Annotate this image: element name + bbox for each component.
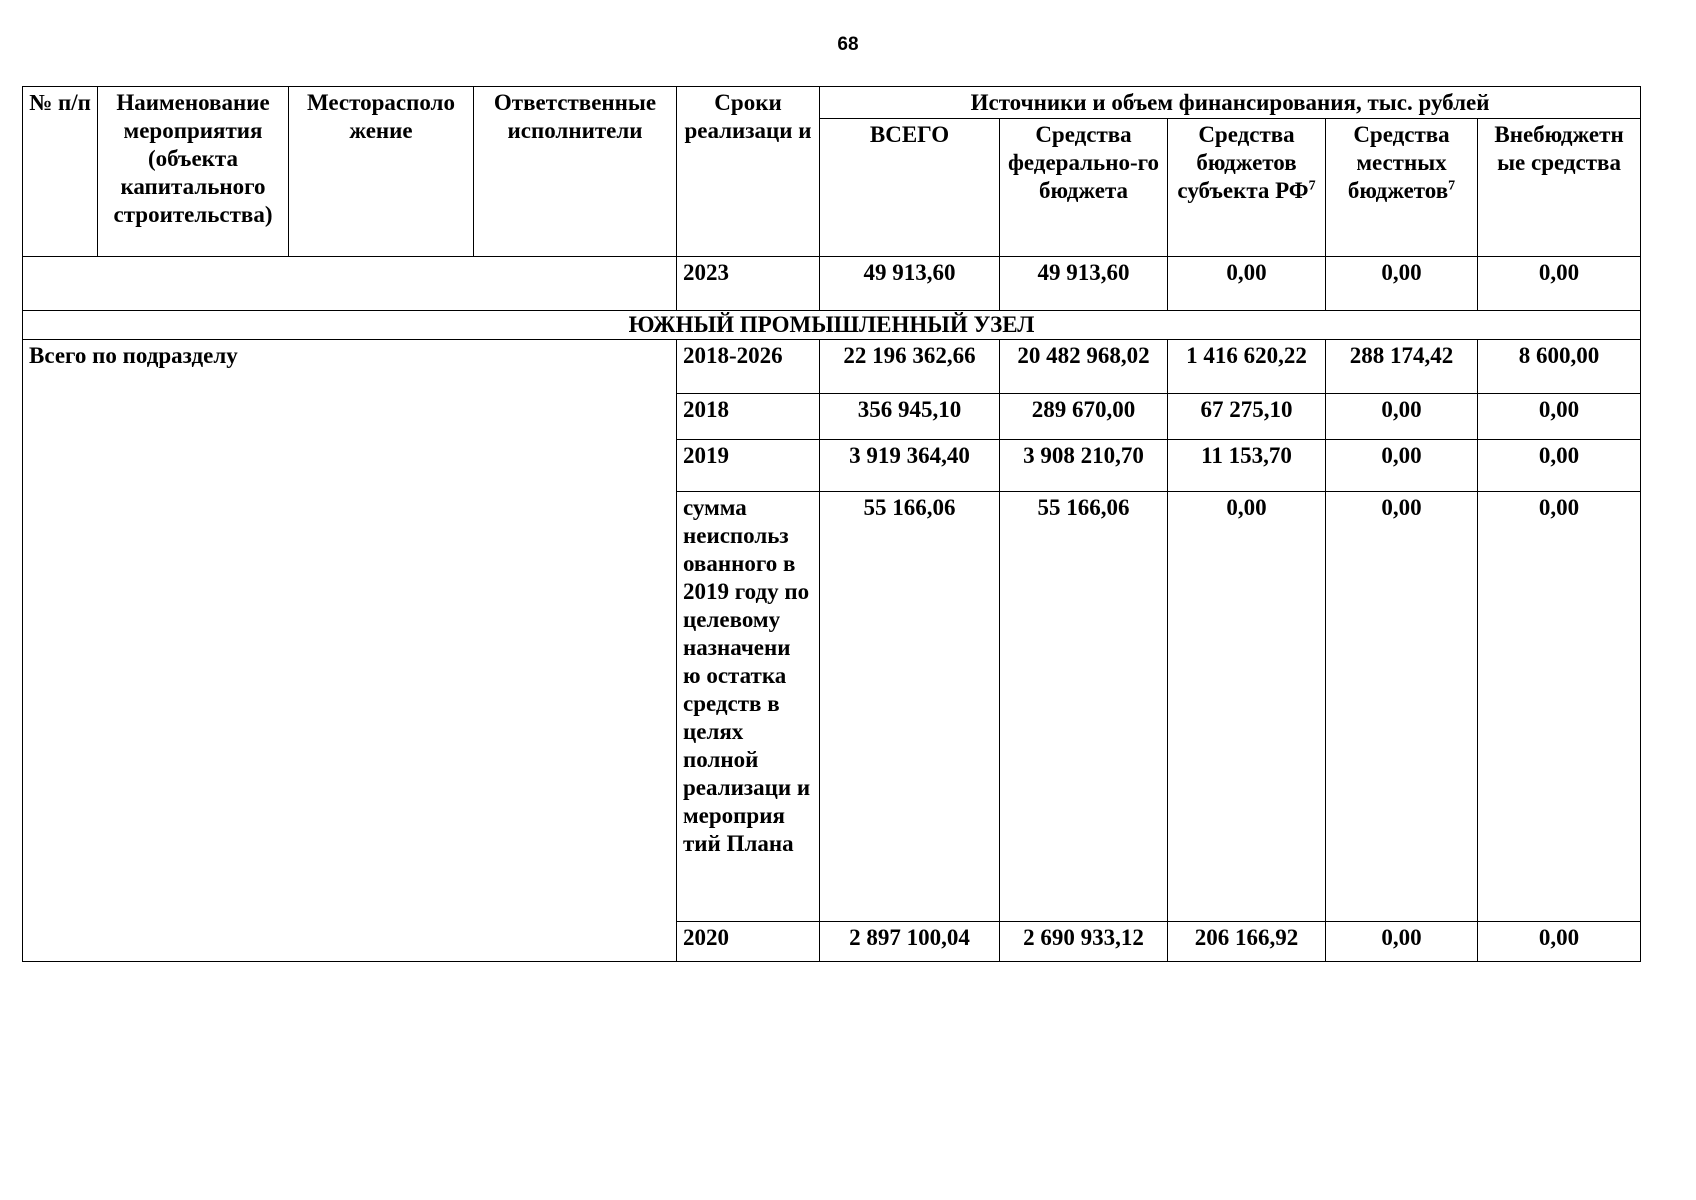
row-federal: 55 166,06: [1000, 492, 1168, 922]
row-total: 3 919 364,40: [820, 440, 1000, 492]
row-extra: 0,00: [1478, 440, 1641, 492]
pre-row-total: 49 913,60: [820, 257, 1000, 311]
row-total: 2 897 100,04: [820, 922, 1000, 962]
row-local: 0,00: [1326, 394, 1478, 440]
header-total: ВСЕГО: [820, 119, 1000, 257]
row-regional: 67 275,10: [1168, 394, 1326, 440]
header-name: Наименование мероприятия (объекта капитального строительства): [98, 87, 289, 257]
row-term: 2018-2026: [677, 340, 820, 394]
row-extra: 0,00: [1478, 922, 1641, 962]
table-row: [23, 340, 1641, 394]
row-regional: 11 153,70: [1168, 440, 1326, 492]
row-regional: 1 416 620,22: [1168, 340, 1326, 394]
header-local-sup: 7: [1448, 178, 1456, 194]
pre-row-regional: 0,00: [1168, 257, 1326, 311]
row-regional: 206 166,92: [1168, 922, 1326, 962]
row-total: 55 166,06: [820, 492, 1000, 922]
pre-row-federal: 49 913,60: [1000, 257, 1168, 311]
row-term: 2018: [677, 394, 820, 440]
pre-row-local: 0,00: [1326, 257, 1478, 311]
header-local: [1326, 119, 1478, 257]
header-federal: Средства федерально-го бюджета: [1000, 119, 1168, 257]
row-total: 22 196 362,66: [820, 340, 1000, 394]
row-term: сумма неиспольз ованного в 2019 году по целевому назначени ю остатка средств в целях полной реализаци и мероприя тий Плана: [677, 492, 820, 922]
pre-row-term: 2023: [677, 257, 820, 311]
row-local: 0,00: [1326, 440, 1478, 492]
header-extra: Внебюджетн ые средства: [1478, 119, 1641, 257]
row-extra: 8 600,00: [1478, 340, 1641, 394]
pre-row-blank: [23, 257, 677, 311]
row-local: 288 174,42: [1326, 340, 1478, 394]
pre-row-extra: 0,00: [1478, 257, 1641, 311]
row-term: 2020: [677, 922, 820, 962]
row-total: 356 945,10: [820, 394, 1000, 440]
row-term: 2019: [677, 440, 820, 492]
row-local: 0,00: [1326, 922, 1478, 962]
row-extra: 0,00: [1478, 492, 1641, 922]
section-title: ЮЖНЫЙ ПРОМЫШЛЕННЫЙ УЗЕЛ: [23, 311, 1641, 340]
header-num: № п/п: [23, 87, 98, 257]
row-federal: 2 690 933,12: [1000, 922, 1168, 962]
header-regional: [1168, 119, 1326, 257]
financing-table: [22, 86, 1641, 962]
row-federal: 289 670,00: [1000, 394, 1168, 440]
subtotal-label: Всего по подразделу: [23, 340, 677, 962]
page-number: 68: [837, 34, 859, 55]
row-federal: 3 908 210,70: [1000, 440, 1168, 492]
header-terms: Сроки реализаци и: [677, 87, 820, 257]
header-responsible: Ответственные исполнители: [474, 87, 677, 257]
header-local-text: Средства местных бюджетов: [1347, 122, 1450, 203]
header-regional-sup: 7: [1308, 178, 1316, 194]
header-regional-text: Средства бюджетов субъекта РФ: [1177, 122, 1309, 203]
row-local: 0,00: [1326, 492, 1478, 922]
row-extra: 0,00: [1478, 394, 1641, 440]
row-federal: 20 482 968,02: [1000, 340, 1168, 394]
header-location: Месторасполо жение: [289, 87, 474, 257]
header-sources: Источники и объем финансирования, тыс. рублей: [820, 87, 1641, 119]
row-regional: 0,00: [1168, 492, 1326, 922]
